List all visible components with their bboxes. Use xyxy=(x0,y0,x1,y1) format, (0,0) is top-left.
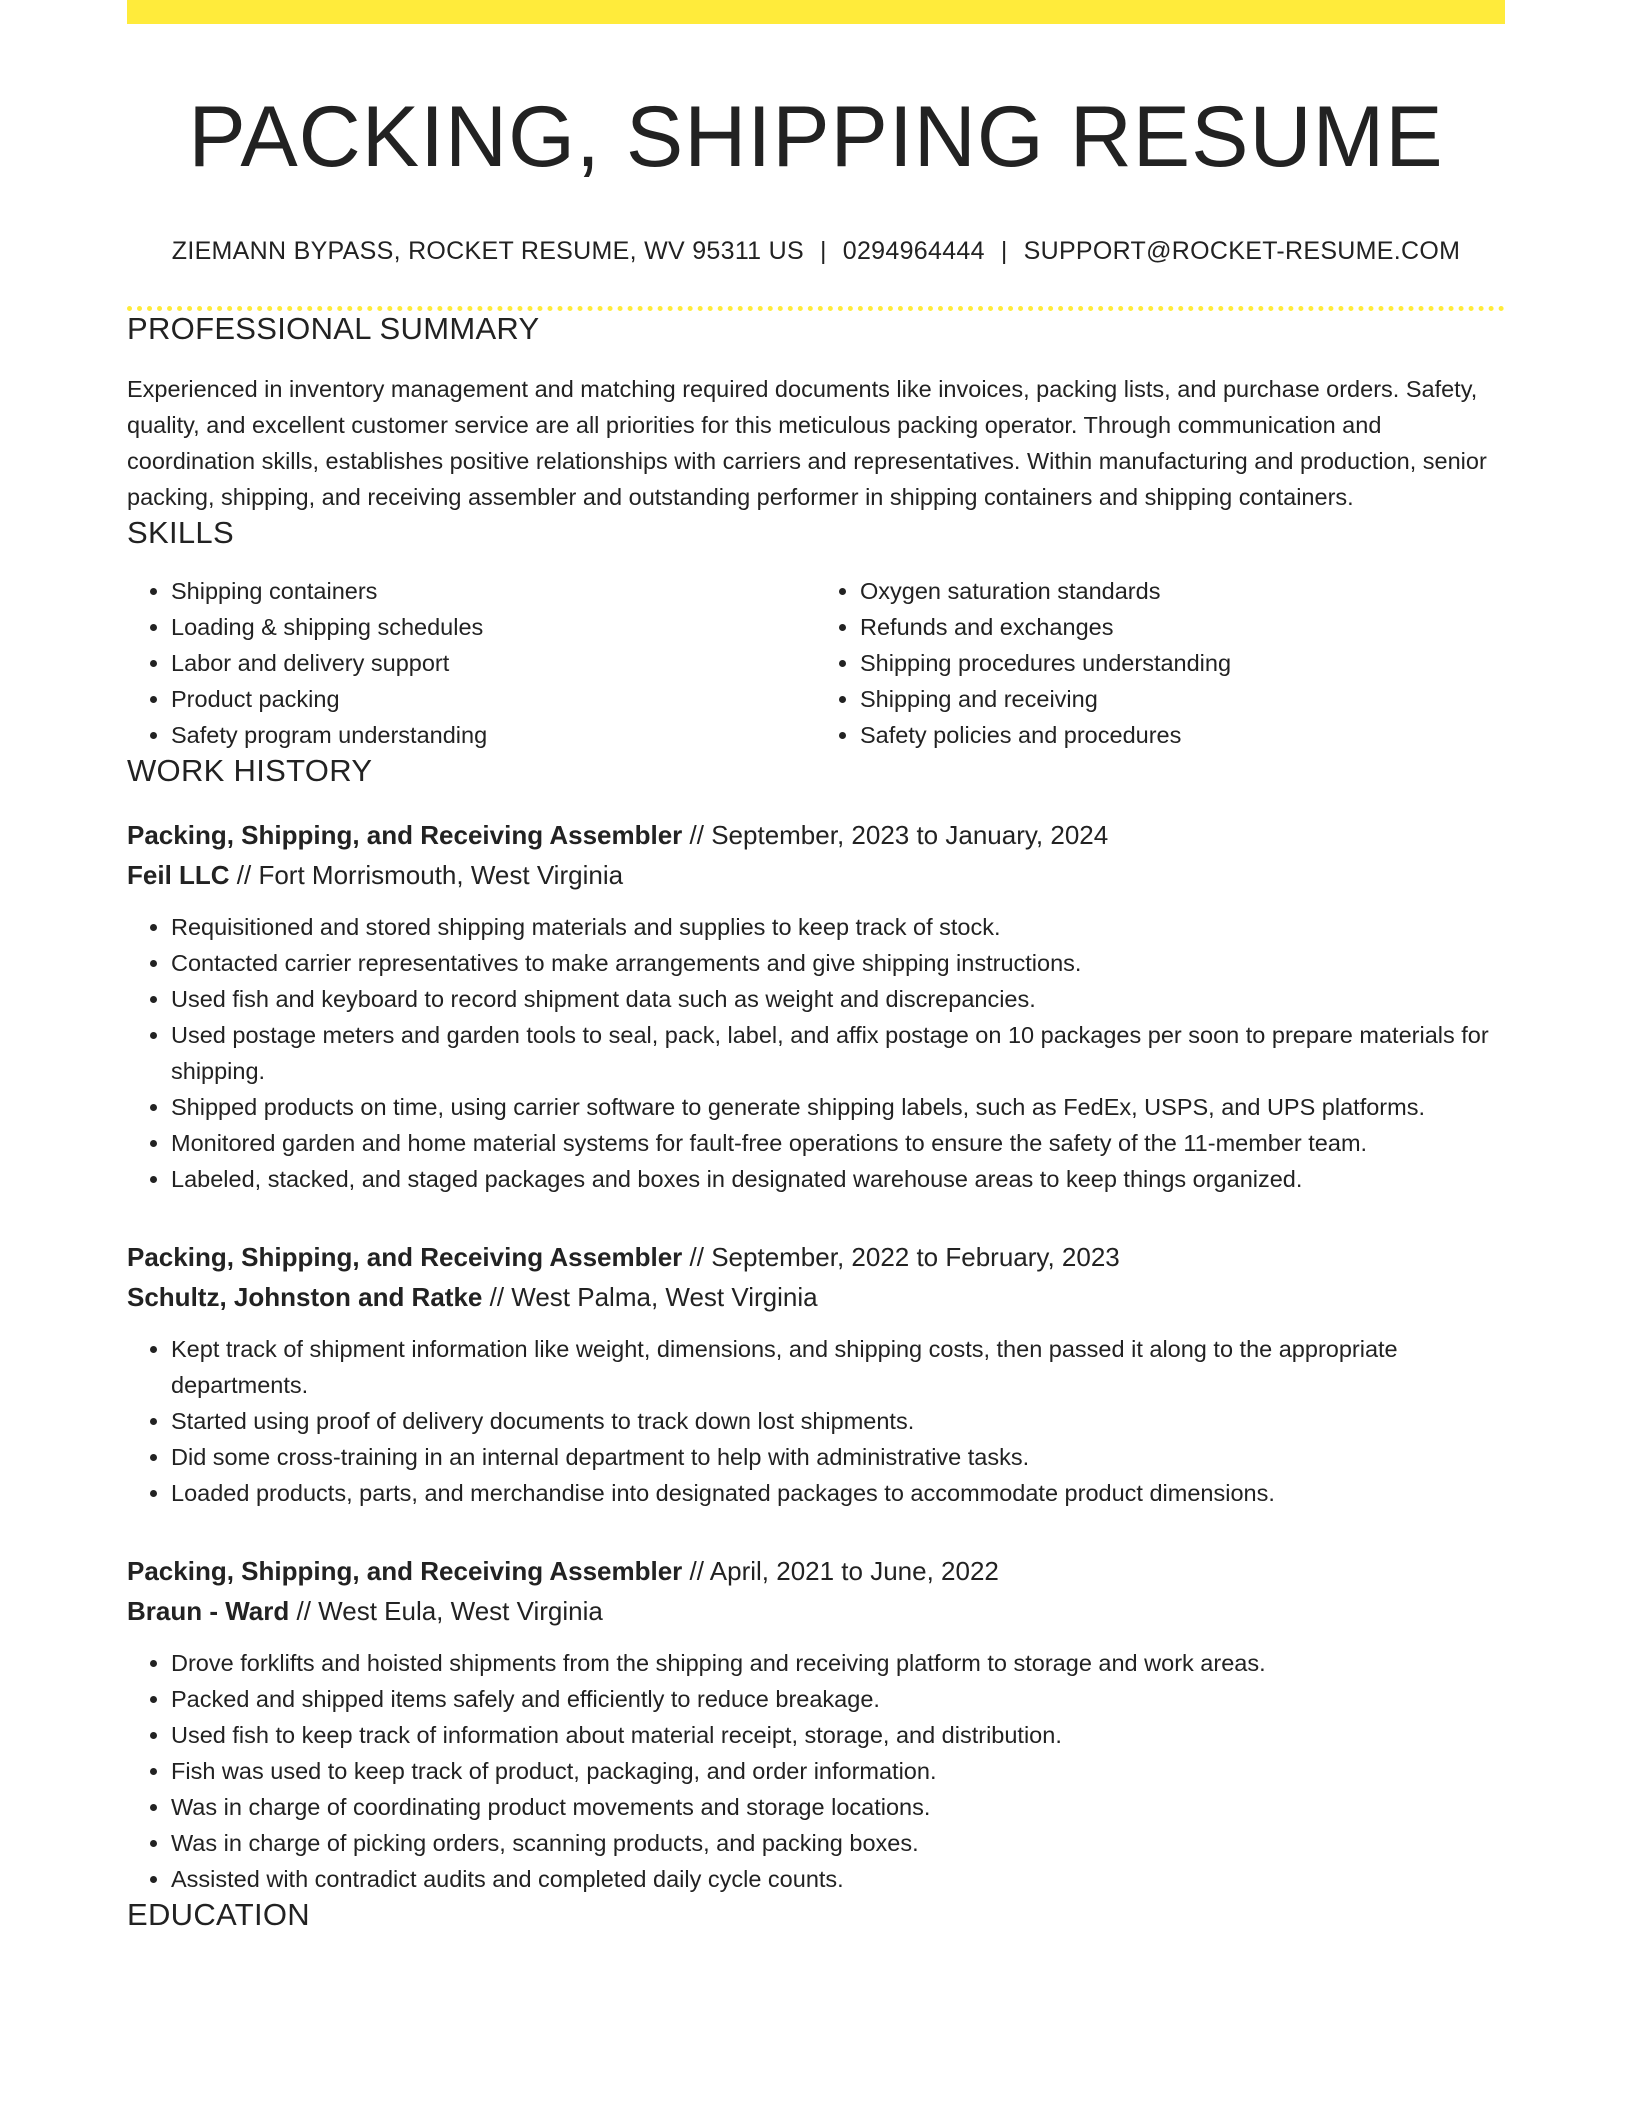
skills-heading: SKILLS xyxy=(127,515,234,551)
job-location: // West Eula, West Virginia xyxy=(296,1596,603,1627)
job-location: // Fort Morrismouth, West Virginia xyxy=(236,860,624,891)
job-bullet: • Monitored garden and home material systems for fault-free operations to ensure the safety of the 11-member team. xyxy=(171,1125,1505,1161)
job-dates: // April, 2021 to June, 2022 xyxy=(689,1556,999,1587)
skill-item: • Oxygen saturation standards xyxy=(860,573,1505,609)
contact-separator: | xyxy=(819,237,827,266)
job-bullet: • Was in charge of picking orders, scanning products, and packing boxes. xyxy=(171,1825,1505,1861)
job-bullet: • Used fish to keep track of information about material receipt, storage, and distribution. xyxy=(171,1717,1505,1753)
top-accent-bar xyxy=(127,0,1505,24)
job-bullet: • Labeled, stacked, and staged packages and boxes in designated warehouse areas to keep things organized. xyxy=(171,1161,1505,1197)
job-bullet: • Did some cross-training in an internal department to help with administrative tasks. xyxy=(171,1439,1505,1475)
job-bullet: • Loaded products, parts, and merchandise into designated packages to accommodate product dimensions. xyxy=(171,1475,1505,1511)
skills-list xyxy=(127,573,1505,753)
job-bullet: • Shipped products on time, using carrier software to generate shipping labels, such as FedEx, USPS, and UPS platforms. xyxy=(171,1089,1505,1125)
job-company-line xyxy=(127,1591,1505,1631)
job-location: // West Palma, West Virginia xyxy=(489,1282,818,1313)
job-bullet: • Was in charge of coordinating product movements and storage locations. xyxy=(171,1789,1505,1825)
contact-email[interactable]: SUPPORT@ROCKET-RESUME.COM xyxy=(1023,237,1461,266)
resume-page xyxy=(127,0,1505,1933)
contact-address: ZIEMANN BYPASS, ROCKET RESUME, WV 95311 US xyxy=(171,237,804,266)
job-bullet: • Packed and shipped items safely and efficiently to reduce breakage. xyxy=(171,1681,1505,1717)
skill-item: • Loading & shipping schedules xyxy=(171,609,816,645)
job-company: Schultz, Johnston and Ratke xyxy=(127,1282,483,1313)
job-bullets xyxy=(127,1645,1505,1897)
skill-item: • Shipping and receiving xyxy=(860,681,1505,717)
job-title-line xyxy=(127,815,1505,855)
job-dates: // September, 2023 to January, 2024 xyxy=(689,820,1109,851)
skills-column-right xyxy=(816,573,1505,753)
job-bullet: • Assisted with contradict audits and completed daily cycle counts. xyxy=(171,1861,1505,1897)
job-bullet: • Started using proof of delivery documents to track down lost shipments. xyxy=(171,1403,1505,1439)
job-bullet: • Kept track of shipment information like weight, dimensions, and shipping costs, then passed it along to the appropriate departments. xyxy=(171,1331,1505,1403)
job-title-line xyxy=(127,1237,1505,1277)
job-bullets xyxy=(127,1331,1505,1511)
job-title-line xyxy=(127,1551,1505,1591)
resume-title: PACKING, SHIPPING RESUME xyxy=(188,89,1444,185)
job-company: Braun - Ward xyxy=(127,1596,290,1627)
job-company-line xyxy=(127,1277,1505,1317)
job-company: Feil LLC xyxy=(127,860,230,891)
job-bullets xyxy=(127,909,1505,1197)
job-bullet: • Fish was used to keep track of product, packaging, and order information. xyxy=(171,1753,1505,1789)
job-bullet: • Contacted carrier representatives to make arrangements and give shipping instructions. xyxy=(171,945,1505,981)
contact-separator: | xyxy=(1000,237,1008,266)
job-bullet: • Requisitioned and stored shipping materials and supplies to keep track of stock. xyxy=(171,909,1505,945)
skill-item: • Shipping procedures understanding xyxy=(860,645,1505,681)
work-history-heading: WORK HISTORY xyxy=(127,753,373,789)
job-role: Packing, Shipping, and Receiving Assembler xyxy=(127,1556,683,1587)
skill-item: • Product packing xyxy=(171,681,816,717)
job-bullet: • Used fish and keyboard to record shipment data such as weight and discrepancies. xyxy=(171,981,1505,1017)
job-entry xyxy=(127,815,1505,1197)
skills-column-left xyxy=(127,573,816,753)
education-heading: EDUCATION xyxy=(127,1897,310,1933)
skill-item: • Shipping containers xyxy=(171,573,816,609)
summary-text: Experienced in inventory management and matching required documents like invoices, packing lists, and purchase orders. Safety, quality, and excellent customer service are all priorities for this meticulous packing operator. Through communication and coordination skills, establishes positive relationships with carriers and representatives. Within manufacturing and production, senior packing, shipping, and receiving assembler and outstanding performer in shipping containers and shipping containers. xyxy=(127,376,1487,511)
job-dates: // September, 2022 to February, 2023 xyxy=(689,1242,1120,1273)
job-entry xyxy=(127,1551,1505,1897)
job-bullet: • Used postage meters and garden tools to seal, pack, label, and affix postage on 10 packages per soon to prepare materials for shipping. xyxy=(171,1017,1505,1089)
job-role: Packing, Shipping, and Receiving Assembler xyxy=(127,820,683,851)
contact-phone: 0294964444 xyxy=(842,237,985,266)
skill-item: • Safety policies and procedures xyxy=(860,717,1505,753)
summary-heading: PROFESSIONAL SUMMARY xyxy=(127,311,540,347)
skill-item: • Labor and delivery support xyxy=(171,645,816,681)
contact-line xyxy=(127,237,1505,266)
job-entry xyxy=(127,1237,1505,1511)
job-bullet: • Drove forklifts and hoisted shipments from the shipping and receiving platform to storage and work areas. xyxy=(171,1645,1505,1681)
skill-item: • Refunds and exchanges xyxy=(860,609,1505,645)
skill-item: • Safety program understanding xyxy=(171,717,816,753)
job-company-line xyxy=(127,855,1505,895)
job-role: Packing, Shipping, and Receiving Assembler xyxy=(127,1242,683,1273)
